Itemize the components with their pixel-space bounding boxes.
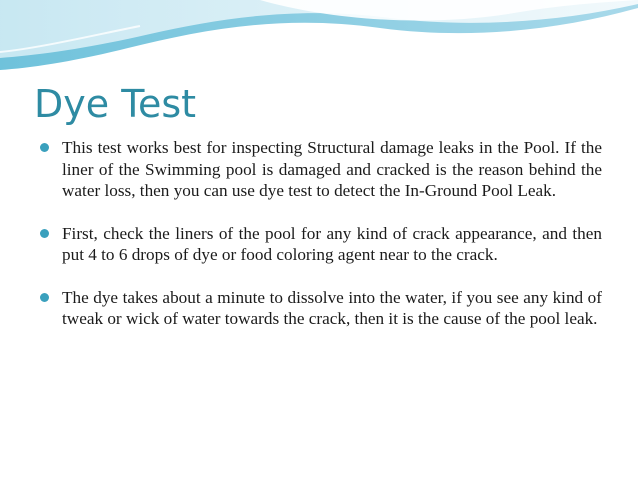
bullet-dot-icon: [40, 293, 49, 302]
bullet-item: [40, 223, 602, 266]
bullet-dot-icon: [40, 143, 49, 152]
slide-title: Dye Test: [34, 82, 197, 126]
bullet-list: [40, 137, 602, 351]
bullet-text: First, check the liners of the pool for any kind of crack appearance, and then put 4 to 6 drops of dye or food coloring agent near to the crack.: [62, 223, 602, 264]
bullet-text: The dye takes about a minute to dissolve into the water, if you see any kind of tweak or wick of water towards the crack, then it is the cause of the pool leak.: [62, 287, 602, 328]
header-wave-decoration: [0, 0, 638, 75]
bullet-item: [40, 287, 602, 330]
bullet-item: [40, 137, 602, 202]
bullet-text: This test works best for inspecting Structural damage leaks in the Pool. If the liner of the Swimming pool is damaged and cracked is the reason behind the water loss, then you can use dye test to detect the In-Ground Pool Leak.: [62, 138, 602, 200]
bullet-dot-icon: [40, 229, 49, 238]
